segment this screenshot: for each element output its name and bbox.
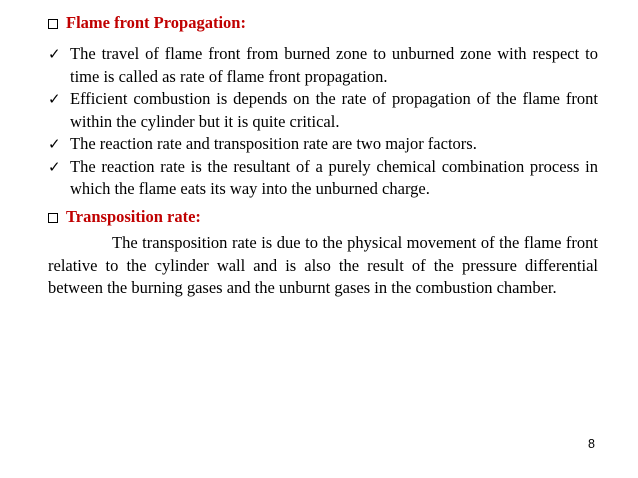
list-item xyxy=(48,88,598,133)
bullet-text: The reaction rate is the resultant of a purely chemical combination process in which the flame eats its way into the unburned charge. xyxy=(70,156,598,198)
transposition-paragraph: The transposition rate is due to the physical movement of the flame front relative to the cylinder wall and is also the result of the pressure differential between the burning gases and the unburnt gases in the combustion chamber. xyxy=(48,233,598,297)
list-item xyxy=(48,43,598,88)
page-number: 8 xyxy=(588,437,595,451)
checkbox-square-icon xyxy=(48,19,58,29)
checkbox-square-icon xyxy=(48,213,58,223)
bullet-list xyxy=(48,43,598,201)
checkmark-icon: ✓ xyxy=(48,45,61,63)
list-item xyxy=(48,133,598,156)
bullet-text: The reaction rate and transposition rate are two major factors. xyxy=(70,134,477,153)
checkmark-icon: ✓ xyxy=(48,135,61,153)
section-heading-flame-front xyxy=(48,12,246,34)
bullet-text: The travel of flame front from burned zone to unburned zone with respect to time is called as rate of flame front propagation. xyxy=(70,44,598,86)
section-heading-transposition xyxy=(48,206,201,228)
checkmark-icon: ✓ xyxy=(48,157,61,176)
list-item xyxy=(48,156,598,201)
section-heading-text: Transposition rate: xyxy=(66,207,201,226)
bullet-text: Efficient combustion is depends on the rate of propagation of the flame front within the cylinder but it is quite critical. xyxy=(70,89,598,131)
section-heading-text: Flame front Propagation: xyxy=(66,13,246,32)
checkmark-icon: ✓ xyxy=(48,90,61,108)
